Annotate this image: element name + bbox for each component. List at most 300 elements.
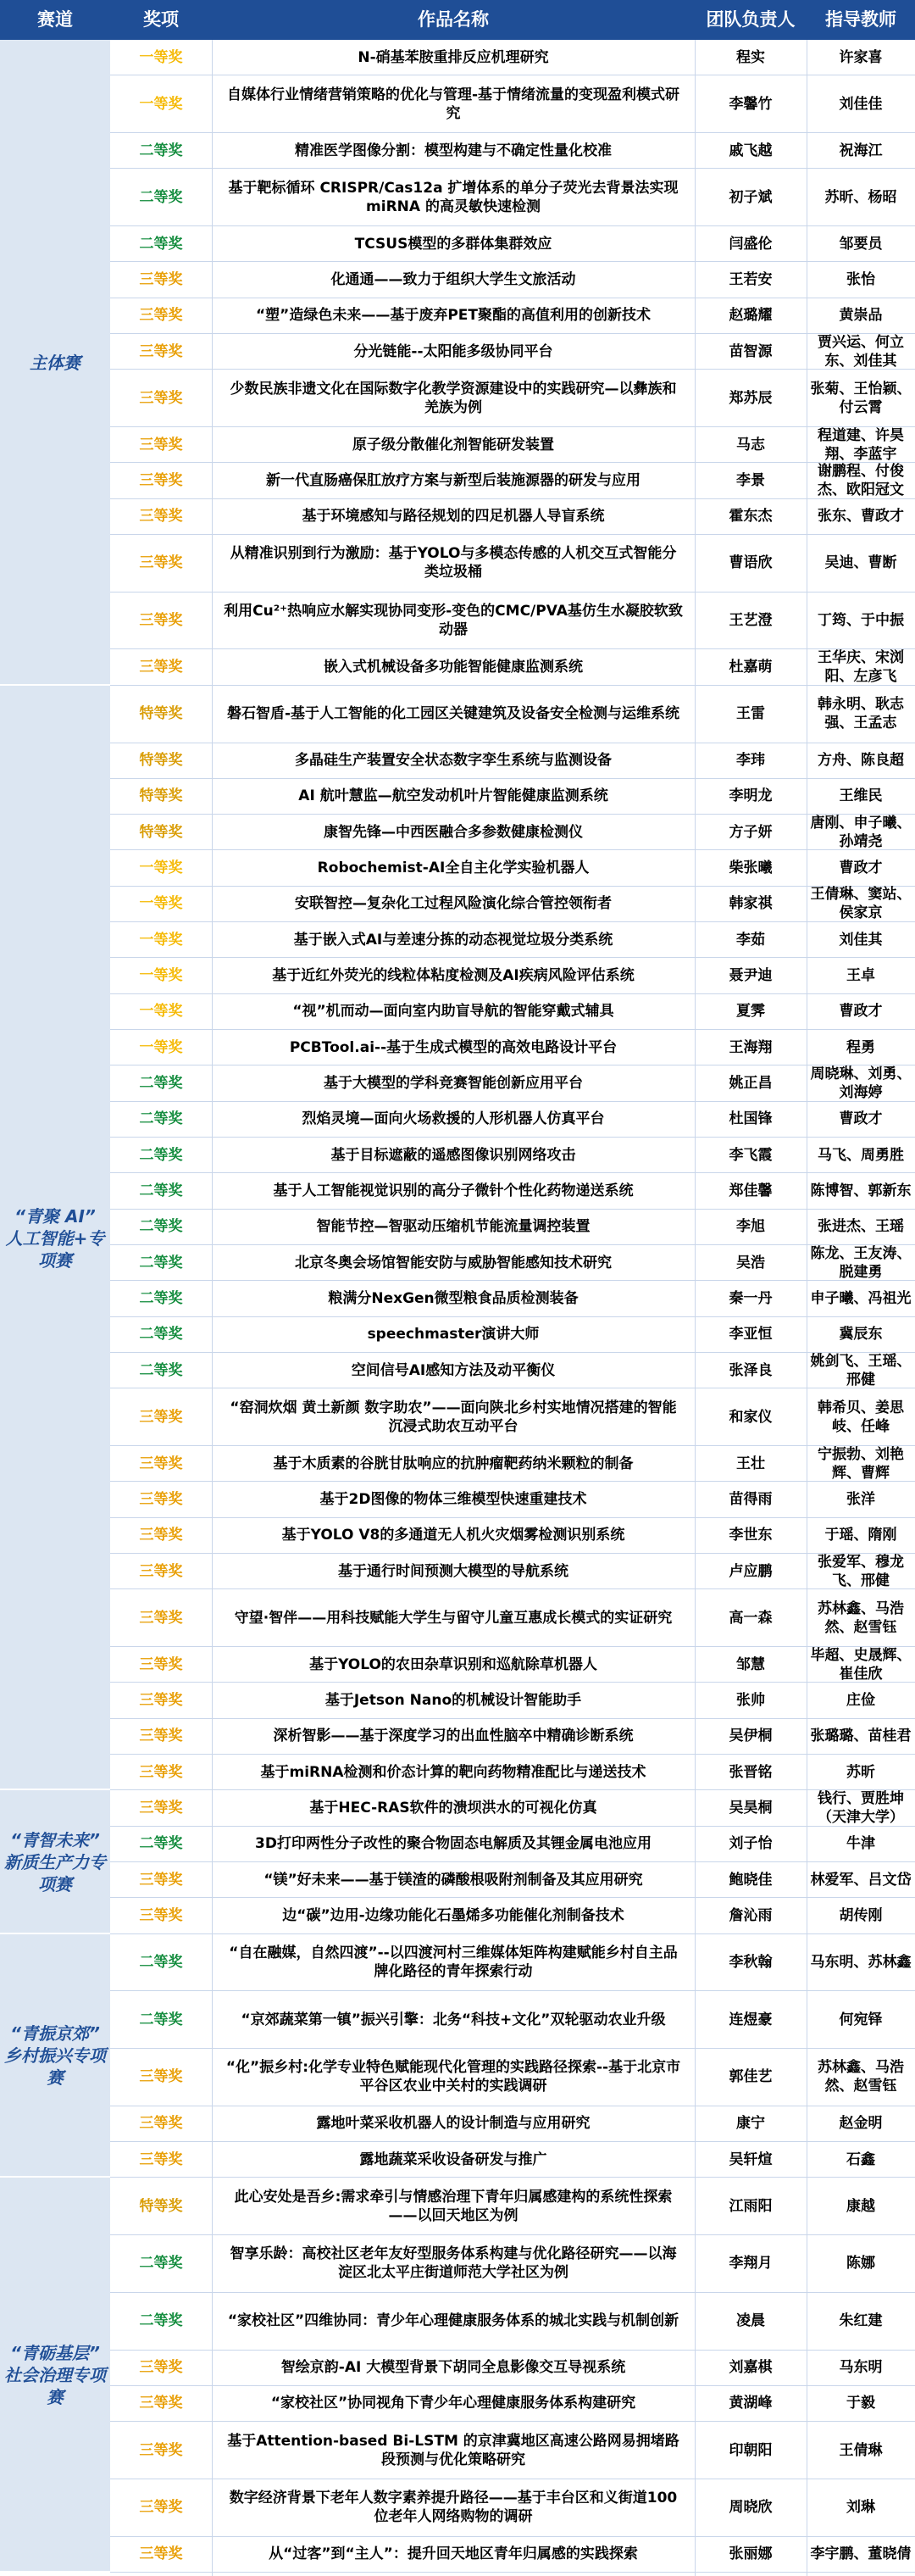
leader-cell: 张晋铭 bbox=[729, 1763, 773, 1781]
advisor-cell: 刘佳佳 bbox=[839, 95, 883, 113]
award-cell: 二等奖 bbox=[139, 1361, 183, 1379]
advisor-cell: 张璐璐、苗桂君 bbox=[810, 1728, 912, 1745]
advisor-cell: 王华庆、宋浏阳、左彦飞 bbox=[818, 649, 904, 686]
leader-cell: 郑佳馨 bbox=[729, 1182, 773, 1200]
award-cell: 二等奖 bbox=[139, 1289, 183, 1307]
advisor-cell: 姚剑飞、王瑶、邢健 bbox=[810, 1352, 912, 1388]
title-cell: 基于木质素的谷胱甘肽响应的抗肿瘤靶药纳米颗粒的制备 bbox=[273, 1455, 634, 1472]
title-cell: 基于通行时间预测大模型的导航系统 bbox=[338, 1562, 568, 1580]
leader-cell: 李亚恒 bbox=[729, 1326, 773, 1344]
table-row bbox=[110, 2422, 915, 2479]
award-cell: 三等奖 bbox=[139, 612, 183, 630]
category-label-line: 社会治理专项 bbox=[4, 2365, 106, 2386]
advisor-cell: 程道建、许昊翔、李蓝宇 bbox=[818, 426, 904, 463]
table-row bbox=[110, 850, 915, 886]
leader-cell: 王雷 bbox=[736, 705, 765, 723]
title-cell: 粮满分NexGen微型粮食品质检测装备 bbox=[328, 1289, 579, 1307]
award-cell: 二等奖 bbox=[139, 142, 183, 159]
advisor-cell: 于瑶、隋刚 bbox=[824, 1527, 897, 1544]
category-label-line: 人工智能+专 bbox=[5, 1227, 105, 1249]
award-cell: 二等奖 bbox=[139, 1110, 183, 1128]
advisor-cell: 曹政才 bbox=[839, 1110, 883, 1128]
award-cell: 二等奖 bbox=[139, 1254, 183, 1271]
advisor-cell: 宁振勃、刘艳辉、曹辉 bbox=[818, 1445, 904, 1482]
table-row bbox=[110, 1647, 915, 1683]
advisor-cell: 冀辰东 bbox=[839, 1326, 883, 1344]
award-cell: 三等奖 bbox=[139, 554, 183, 572]
advisor-cell: 谢鹏程、付俊杰、欧阳冠文 bbox=[818, 463, 904, 499]
table-row bbox=[110, 1898, 915, 1933]
award-cell: 三等奖 bbox=[139, 436, 183, 453]
title-cell: 基于嵌入式AI与差速分拣的动态视觉垃圾分类系统 bbox=[293, 931, 613, 949]
leader-cell: 杜嘉萌 bbox=[729, 659, 773, 676]
award-cell: 一等奖 bbox=[139, 48, 183, 66]
leader-cell: 王海翔 bbox=[729, 1038, 773, 1056]
leader-cell: 周晓欣 bbox=[729, 2499, 773, 2517]
table-row bbox=[110, 1934, 915, 1992]
leader-cell: 李世东 bbox=[729, 1527, 773, 1544]
table-row bbox=[110, 1991, 915, 2049]
table-row bbox=[110, 994, 915, 1030]
table-row bbox=[110, 75, 915, 133]
leader-cell: 闫盛伦 bbox=[729, 235, 773, 253]
advisor-cell: 王倩琳 bbox=[839, 2441, 883, 2459]
table-row bbox=[110, 1030, 915, 1065]
advisor-cell: 吴迪、曹断 bbox=[824, 554, 897, 572]
table-row bbox=[110, 1102, 915, 1138]
title-cell: 智享乐龄：高校社区老年友好型服务体系构建与优化路径研究——以海淀区北太平庄街道师范大学社区为例 bbox=[230, 2245, 677, 2282]
title-cell: 3D打印两性分子改性的聚合物固态电解质及其锂金属电池应用 bbox=[255, 1835, 652, 1853]
header-category: 赛道 bbox=[37, 9, 73, 30]
award-cell: 三等奖 bbox=[139, 307, 183, 325]
leader-cell: 和家仪 bbox=[729, 1408, 773, 1426]
leader-cell: 马志 bbox=[736, 436, 765, 453]
advisor-cell: 唐刚、申子曦、孙靖尧 bbox=[810, 814, 912, 850]
table-row bbox=[110, 1317, 915, 1353]
column-divider bbox=[212, 40, 213, 2576]
advisor-cell: 张洋 bbox=[846, 1490, 875, 1508]
leader-cell: 曹语欣 bbox=[729, 554, 773, 572]
title-cell: 多晶硅生产装置安全状态数字孪生系统与监测设备 bbox=[295, 752, 612, 770]
award-cell: 一等奖 bbox=[139, 1003, 183, 1021]
leader-cell: 高一森 bbox=[729, 1609, 773, 1627]
category-label-line: “青聚 AI” bbox=[14, 1205, 96, 1227]
table-row bbox=[110, 40, 915, 75]
advisor-cell: 陈博智、郭新东 bbox=[810, 1182, 912, 1200]
advisor-cell: 牛津 bbox=[846, 1835, 875, 1853]
title-cell: 基于靶标循环 CRISPR/Cas12a 扩增体系的单分子荧光去背景法实现miRNA 的高灵敏快速检测 bbox=[228, 179, 679, 215]
advisor-cell: 韩希贝、姜思岐、任峰 bbox=[818, 1399, 904, 1435]
category-label-line: “青智未来” bbox=[10, 1829, 100, 1850]
award-cell: 一等奖 bbox=[139, 931, 183, 949]
leader-cell: 李秋翰 bbox=[729, 1953, 773, 1971]
table-row bbox=[110, 1482, 915, 1517]
title-cell: 安联智控—复杂化工过程风险演化综合管控领衔者 bbox=[295, 895, 612, 913]
title-cell: 空间信号AI感知方法及动平衡仪 bbox=[351, 1361, 556, 1379]
title-cell: 康智先锋—中西医融合多参数健康检测仪 bbox=[324, 823, 583, 841]
leader-cell: 霍东杰 bbox=[729, 508, 773, 526]
leader-cell: 苗得雨 bbox=[729, 1490, 773, 1508]
leader-cell: 江雨阳 bbox=[729, 2197, 773, 2215]
advisor-cell: 程勇 bbox=[846, 1038, 875, 1056]
category-label bbox=[0, 2178, 110, 2573]
table-row bbox=[110, 427, 915, 463]
title-cell: “京郊蔬菜第一镇”振兴引擎：北务“科技+文化”双轮驱动农业升级 bbox=[241, 2011, 666, 2028]
advisor-cell: 王维民 bbox=[839, 787, 883, 805]
leader-cell: 赵璐耀 bbox=[729, 307, 773, 325]
table-row bbox=[110, 463, 915, 498]
leader-cell: 李明龙 bbox=[729, 787, 773, 805]
award-cell: 二等奖 bbox=[139, 2255, 183, 2273]
advisor-cell: 王卓 bbox=[846, 967, 875, 985]
award-cell: 二等奖 bbox=[139, 1953, 183, 1971]
title-cell: 露地叶菜采收机器人的设计制造与应用研究 bbox=[316, 2115, 591, 2133]
title-cell: “视”机而动—面向室内助盲导航的智能穿戴式辅具 bbox=[292, 1003, 614, 1021]
table-row bbox=[110, 1554, 915, 1589]
table-row bbox=[110, 1065, 915, 1101]
title-cell: 从“过客”到“主人”：提升回天地区青年归属感的实践探索 bbox=[269, 2545, 638, 2563]
title-cell: “窑洞炊烟 黄土新颜 数字助农”——面向陕北乡村实地情况搭建的智能沉浸式助农互动平台 bbox=[230, 1399, 677, 1435]
category-label bbox=[0, 40, 110, 686]
advisor-cell: 何宛铎 bbox=[839, 2011, 883, 2028]
category-label-line: 乡村振兴专项 bbox=[4, 2045, 106, 2067]
title-cell: 基于2D图像的物体三维模型快速重建技术 bbox=[319, 1490, 587, 1508]
advisor-cell: 刘琳 bbox=[846, 2499, 875, 2517]
leader-cell: 王艺澄 bbox=[729, 612, 773, 630]
table-row bbox=[110, 1446, 915, 1482]
award-cell: 二等奖 bbox=[139, 2011, 183, 2028]
category-label bbox=[0, 686, 110, 1790]
award-cell: 二等奖 bbox=[139, 1326, 183, 1344]
table-row bbox=[110, 1138, 915, 1173]
table-row bbox=[110, 1862, 915, 1898]
table-row bbox=[110, 1353, 915, 1388]
award-cell: 一等奖 bbox=[139, 967, 183, 985]
award-cell: 二等奖 bbox=[139, 1146, 183, 1164]
award-cell: 三等奖 bbox=[139, 2545, 183, 2563]
title-cell: 数字经济背景下老年人数字素养提升路径——基于丰台区和义街道100位老年人网络购物的调研 bbox=[229, 2490, 678, 2526]
leader-cell: 张泽良 bbox=[729, 1361, 773, 1379]
table-row bbox=[110, 334, 915, 370]
title-cell: 烈焰灵境—面向火场救援的人形机器人仿真平台 bbox=[302, 1110, 605, 1128]
title-cell: “化”振乡村:化学专业特色赋能现代化管理的实践路径探索--基于北京市平谷区农业中关村的实践调研 bbox=[225, 2059, 681, 2095]
title-cell: speechmaster演讲大师 bbox=[367, 1326, 540, 1344]
award-cell: 二等奖 bbox=[139, 1835, 183, 1853]
award-cell: 二等奖 bbox=[139, 2312, 183, 2330]
advisor-cell: 赵金明 bbox=[839, 2115, 883, 2133]
advisor-cell: 于毅 bbox=[846, 2395, 875, 2412]
advisor-cell: 李宇鹏、董晓倩 bbox=[810, 2545, 912, 2563]
leader-cell: 李馨竹 bbox=[729, 95, 773, 113]
advisor-cell: 康越 bbox=[846, 2197, 875, 2215]
title-cell: 基于miRNA检测和价态计算的靶向药物精准配比与递送技术 bbox=[260, 1763, 646, 1781]
advisor-cell: 苏林鑫、马浩然、赵雪钰 bbox=[818, 1600, 904, 1636]
table-row bbox=[110, 2106, 915, 2142]
award-cell: 三等奖 bbox=[139, 508, 183, 526]
award-cell: 三等奖 bbox=[139, 2115, 183, 2133]
award-cell: 三等奖 bbox=[139, 1691, 183, 1709]
award-cell: 二等奖 bbox=[139, 1075, 183, 1093]
title-cell: 基于YOLO V8的多通道无人机火灾烟雾检测识别系统 bbox=[281, 1527, 625, 1544]
leader-cell: 夏霁 bbox=[736, 1003, 765, 1021]
award-cell: 三等奖 bbox=[139, 2068, 183, 2086]
table-row bbox=[110, 779, 915, 815]
title-cell: 化通通——致力于组织大学生文旅活动 bbox=[330, 271, 576, 289]
table-row bbox=[110, 593, 915, 650]
award-cell: 特等奖 bbox=[139, 787, 183, 805]
table-row bbox=[110, 2049, 915, 2106]
leader-cell: 吴轩煊 bbox=[729, 2150, 773, 2168]
award-cell: 三等奖 bbox=[139, 1609, 183, 1627]
advisor-cell: 朱红建 bbox=[839, 2312, 883, 2330]
table-row bbox=[110, 2235, 915, 2293]
leader-cell: 王壮 bbox=[736, 1455, 765, 1472]
title-cell: 智能节控—智驱动压缩机节能流量调控装置 bbox=[316, 1218, 591, 1236]
title-cell: 边“碳”边用-边缘功能化石墨烯多功能催化剂制备技术 bbox=[282, 1906, 624, 1924]
table-row bbox=[110, 2386, 915, 2422]
title-cell: TCSUS模型的多群体集群效应 bbox=[354, 235, 552, 253]
leader-cell: 杜国锋 bbox=[729, 1110, 773, 1128]
advisor-cell: 苏昕 bbox=[846, 1763, 875, 1781]
title-cell: 原子级分散催化剂智能研发装置 bbox=[352, 436, 554, 453]
leader-cell: 李茹 bbox=[736, 931, 765, 949]
leader-cell: 秦一丹 bbox=[729, 1289, 773, 1307]
title-cell: AI 航叶慧监—航空发动机叶片智能健康监测系统 bbox=[298, 787, 608, 805]
award-cell: 三等奖 bbox=[139, 472, 183, 490]
leader-cell: 戚飞越 bbox=[729, 142, 773, 159]
advisor-cell: 张爱军、穆龙飞、邢健 bbox=[818, 1553, 904, 1589]
table-row bbox=[110, 1281, 915, 1316]
table-row bbox=[110, 2479, 915, 2537]
leader-cell: 李旭 bbox=[736, 1218, 765, 1236]
title-cell: 自媒体行业情绪营销策略的优化与管理-基于情绪流量的变现盈利模式研究 bbox=[226, 86, 680, 122]
title-cell: Robochemist-AI全自主化学实验机器人 bbox=[317, 860, 590, 877]
advisor-cell: 张菊、王怡颖、付云霄 bbox=[810, 380, 912, 416]
title-cell: 从精准识别到行为激励：基于YOLO与多模态传感的人机交互式智能分类垃圾桶 bbox=[230, 545, 677, 581]
title-cell: 深析智影——基于深度学习的出血性脑卒中精确诊断系统 bbox=[273, 1728, 634, 1745]
title-cell: 此心安处是吾乡:需求牵引与情感治理下青年归属感建构的系统性探索——以回天地区为例 bbox=[234, 2188, 673, 2224]
title-cell: 基于近红外荧光的线粒体粘度检测及AI疾病风险评估系统 bbox=[272, 967, 635, 985]
leader-cell: 凌晨 bbox=[736, 2312, 765, 2330]
table-row bbox=[110, 2178, 915, 2235]
award-cell: 三等奖 bbox=[139, 2150, 183, 2168]
leader-cell: 鲍晓佳 bbox=[729, 1871, 773, 1889]
leader-cell: 郑苏辰 bbox=[729, 389, 773, 407]
leader-cell: 李飞霞 bbox=[729, 1146, 773, 1164]
advisor-cell: 丁筠、于中振 bbox=[818, 612, 904, 630]
table-header bbox=[0, 0, 915, 40]
award-cell: 三等奖 bbox=[139, 1455, 183, 1472]
table-row bbox=[110, 2537, 915, 2573]
title-cell: 基于Attention-based Bi-LSTM 的京津冀地区高速公路网易拥堵路段预测与优化策略研究 bbox=[227, 2432, 679, 2468]
table-row bbox=[110, 1245, 915, 1281]
table-row bbox=[110, 1827, 915, 1862]
award-cell: 三等奖 bbox=[139, 342, 183, 360]
award-cell: 一等奖 bbox=[139, 895, 183, 913]
award-cell: 一等奖 bbox=[139, 1038, 183, 1056]
title-cell: “镁”好未来——基于镁渣的磷酸根吸附剂制备及其应用研究 bbox=[263, 1871, 643, 1889]
leader-cell: 吴浩 bbox=[736, 1254, 765, 1271]
leader-cell: 邹慧 bbox=[736, 1655, 765, 1673]
leader-cell: 张帅 bbox=[736, 1691, 765, 1709]
advisor-cell: 苏林鑫、马浩然、赵雪钰 bbox=[818, 2059, 904, 2095]
leader-cell: 姚正昌 bbox=[729, 1075, 773, 1093]
award-cell: 特等奖 bbox=[139, 823, 183, 841]
table-row bbox=[110, 1755, 915, 1790]
leader-cell: 刘嘉棋 bbox=[729, 2359, 773, 2377]
award-cell: 三等奖 bbox=[139, 1490, 183, 1508]
title-cell: “家校社区”四维协同：青少年心理健康服务体系的城北实践与机制创新 bbox=[227, 2312, 679, 2330]
leader-cell: 黄湖峰 bbox=[729, 2395, 773, 2412]
table-row bbox=[110, 1790, 915, 1826]
table-row bbox=[110, 686, 915, 743]
title-cell: 分光链能--太阳能多级协同平台 bbox=[353, 342, 553, 360]
advisor-cell: 张东、曹政才 bbox=[818, 508, 904, 526]
title-cell: 基于大模型的学科竞赛智能创新应用平台 bbox=[324, 1075, 583, 1093]
table-row bbox=[110, 1518, 915, 1554]
table-row bbox=[110, 133, 915, 169]
advisor-cell: 马东明 bbox=[839, 2359, 883, 2377]
award-cell: 特等奖 bbox=[139, 752, 183, 770]
column-divider bbox=[695, 40, 696, 2576]
advisor-cell: 张进杰、王瑶 bbox=[818, 1218, 904, 1236]
advisor-cell: 祝海江 bbox=[839, 142, 883, 159]
award-cell: 三等奖 bbox=[139, 1799, 183, 1817]
award-cell: 三等奖 bbox=[139, 1906, 183, 1924]
header-award: 奖项 bbox=[143, 9, 179, 30]
table-row bbox=[110, 815, 915, 850]
award-cell: 三等奖 bbox=[139, 1871, 183, 1889]
advisor-cell: 马东明、苏林鑫 bbox=[810, 1953, 912, 1971]
leader-cell: 程实 bbox=[736, 48, 765, 66]
award-cell: 一等奖 bbox=[139, 95, 183, 113]
advisor-cell: 王倩琳、窦站、侯家京 bbox=[810, 886, 912, 922]
award-cell: 三等奖 bbox=[139, 2499, 183, 2517]
category-label-line: “青振京郊” bbox=[10, 2023, 100, 2045]
advisor-cell: 贾兴运、何立东、刘佳其 bbox=[818, 333, 904, 370]
leader-cell: 李玮 bbox=[736, 752, 765, 770]
advisor-cell: 林爱军、吕文岱 bbox=[810, 1871, 912, 1889]
leader-cell: 柴张曦 bbox=[729, 860, 773, 877]
title-cell: “自在融媒，自然四渡”--以四渡河村三维媒体矩阵构建赋能乡村自主品牌化路径的青年探索行动 bbox=[229, 1944, 678, 1980]
title-cell: 利用Cu²⁺热响应水解实现协同变形-变色的CMC/PVA基仿生水凝胶软致动器 bbox=[224, 603, 683, 639]
leader-cell: 卢应鹏 bbox=[729, 1562, 773, 1580]
leader-cell: 初子斌 bbox=[729, 188, 773, 206]
category-label-line: 项赛 bbox=[38, 1873, 72, 1894]
category-label bbox=[0, 1934, 110, 2178]
leader-cell: 郭佳艺 bbox=[729, 2068, 773, 2086]
award-cell: 三等奖 bbox=[139, 389, 183, 407]
leader-cell: 康宁 bbox=[736, 2115, 765, 2133]
advisor-cell: 邹要员 bbox=[839, 235, 883, 253]
award-cell: 三等奖 bbox=[139, 2359, 183, 2377]
leader-cell: 李翔月 bbox=[729, 2255, 773, 2273]
leader-cell: 张丽娜 bbox=[729, 2545, 773, 2563]
header-title: 作品名称 bbox=[418, 9, 489, 30]
table-row bbox=[110, 887, 915, 922]
leader-cell: 王若安 bbox=[729, 271, 773, 289]
title-cell: 智绘京韵-AI 大模型背景下胡同全息影像交互导视系统 bbox=[280, 2359, 626, 2377]
advisor-cell: 曹政才 bbox=[839, 860, 883, 877]
table-row bbox=[110, 370, 915, 427]
award-cell: 三等奖 bbox=[139, 659, 183, 676]
title-cell: N-硝基苯胺重排反应机理研究 bbox=[358, 48, 549, 66]
leader-cell: 吴伊桐 bbox=[729, 1728, 773, 1745]
award-cell: 特等奖 bbox=[139, 705, 183, 723]
advisor-cell: 陈龙、王友涛、脱建勇 bbox=[810, 1244, 912, 1281]
title-cell: 嵌入式机械设备多功能智能健康监测系统 bbox=[324, 659, 583, 676]
category-label-line: 赛 bbox=[47, 2387, 64, 2408]
category-label-line: 主体赛 bbox=[30, 352, 80, 373]
table-row bbox=[110, 535, 915, 593]
advisor-cell: 方舟、陈良超 bbox=[818, 752, 904, 770]
table-row bbox=[110, 2293, 915, 2351]
advisor-cell: 苏昕、杨昭 bbox=[824, 188, 897, 206]
award-cell: 三等奖 bbox=[139, 2441, 183, 2459]
advisor-cell: 许家喜 bbox=[839, 48, 883, 66]
leader-cell: 聂尹迪 bbox=[729, 967, 773, 985]
award-cell: 三等奖 bbox=[139, 1763, 183, 1781]
award-cell: 三等奖 bbox=[139, 1408, 183, 1426]
advisor-cell: 黄崇品 bbox=[839, 307, 883, 325]
table-row bbox=[110, 1719, 915, 1755]
table-row bbox=[110, 958, 915, 993]
title-cell: 基于YOLO的农田杂草识别和巡航除草机器人 bbox=[309, 1655, 597, 1673]
advisor-cell: 毕超、史晟辉、崔佳欣 bbox=[810, 1646, 912, 1683]
award-cell: 特等奖 bbox=[139, 2197, 183, 2215]
award-cell: 二等奖 bbox=[139, 1218, 183, 1236]
category-label-line: 赛 bbox=[47, 2067, 64, 2089]
table-row bbox=[110, 1683, 915, 1718]
leader-cell: 吴昊桐 bbox=[729, 1799, 773, 1817]
advisor-cell: 庄俭 bbox=[846, 1691, 875, 1709]
award-cell: 一等奖 bbox=[139, 860, 183, 877]
award-cell: 三等奖 bbox=[139, 1527, 183, 1544]
category-label-line: 项赛 bbox=[37, 1249, 72, 1271]
leader-cell: 连煜豪 bbox=[729, 2011, 773, 2028]
title-cell: 基于环境感知与路径规划的四足机器人导盲系统 bbox=[302, 508, 605, 526]
table-row bbox=[110, 1210, 915, 1245]
category-label-line: 新质生产力专 bbox=[4, 1851, 106, 1872]
title-cell: 露地蔬菜采收设备研发与推广 bbox=[359, 2150, 547, 2168]
advisor-cell: 韩永明、耿志强、王孟志 bbox=[818, 696, 904, 732]
award-cell: 三等奖 bbox=[139, 1728, 183, 1745]
advisor-cell: 张怡 bbox=[846, 271, 875, 289]
title-cell: 少数民族非遗文化在国际数字化教学资源建设中的实践研究—以彝族和羌族为例 bbox=[230, 380, 677, 416]
title-cell: “塑”造绿色未来——基于废弃PET聚酯的高值利用的创新技术 bbox=[255, 307, 651, 325]
leader-cell: 韩家祺 bbox=[729, 895, 773, 913]
leader-cell: 李景 bbox=[736, 472, 765, 490]
advisor-cell: 周晓琳、刘勇、刘海婷 bbox=[810, 1065, 912, 1102]
category-label bbox=[0, 1790, 110, 1933]
advisor-cell: 马飞、周勇胜 bbox=[818, 1146, 904, 1164]
title-cell: 精准医学图像分割：模型构建与不确定性量化校准 bbox=[295, 142, 612, 159]
title-cell: 基于目标遮蔽的遥感图像识别网络攻击 bbox=[330, 1146, 576, 1164]
table-row bbox=[110, 922, 915, 958]
advisor-cell: 陈娜 bbox=[846, 2255, 875, 2273]
title-cell: 基于HEC-RAS软件的溃坝洪水的可视化仿真 bbox=[309, 1799, 597, 1817]
award-cell: 二等奖 bbox=[139, 1182, 183, 1200]
header-advisor: 指导教师 bbox=[825, 9, 896, 30]
award-cell: 二等奖 bbox=[139, 188, 183, 206]
title-cell: 磐石智盾-基于人工智能的化工园区关键建筑及设备安全检测与运维系统 bbox=[226, 705, 680, 723]
header-leader: 团队负责人 bbox=[706, 9, 796, 30]
leader-cell: 刘子怡 bbox=[729, 1835, 773, 1853]
advisor-cell: 申子曦、冯祖光 bbox=[810, 1289, 912, 1307]
leader-cell: 印朝阳 bbox=[729, 2441, 773, 2459]
title-cell: 新一代直肠癌保肛放疗方案与新型后装施源器的研发与应用 bbox=[266, 472, 640, 490]
advisor-cell: 胡传刚 bbox=[839, 1906, 883, 1924]
